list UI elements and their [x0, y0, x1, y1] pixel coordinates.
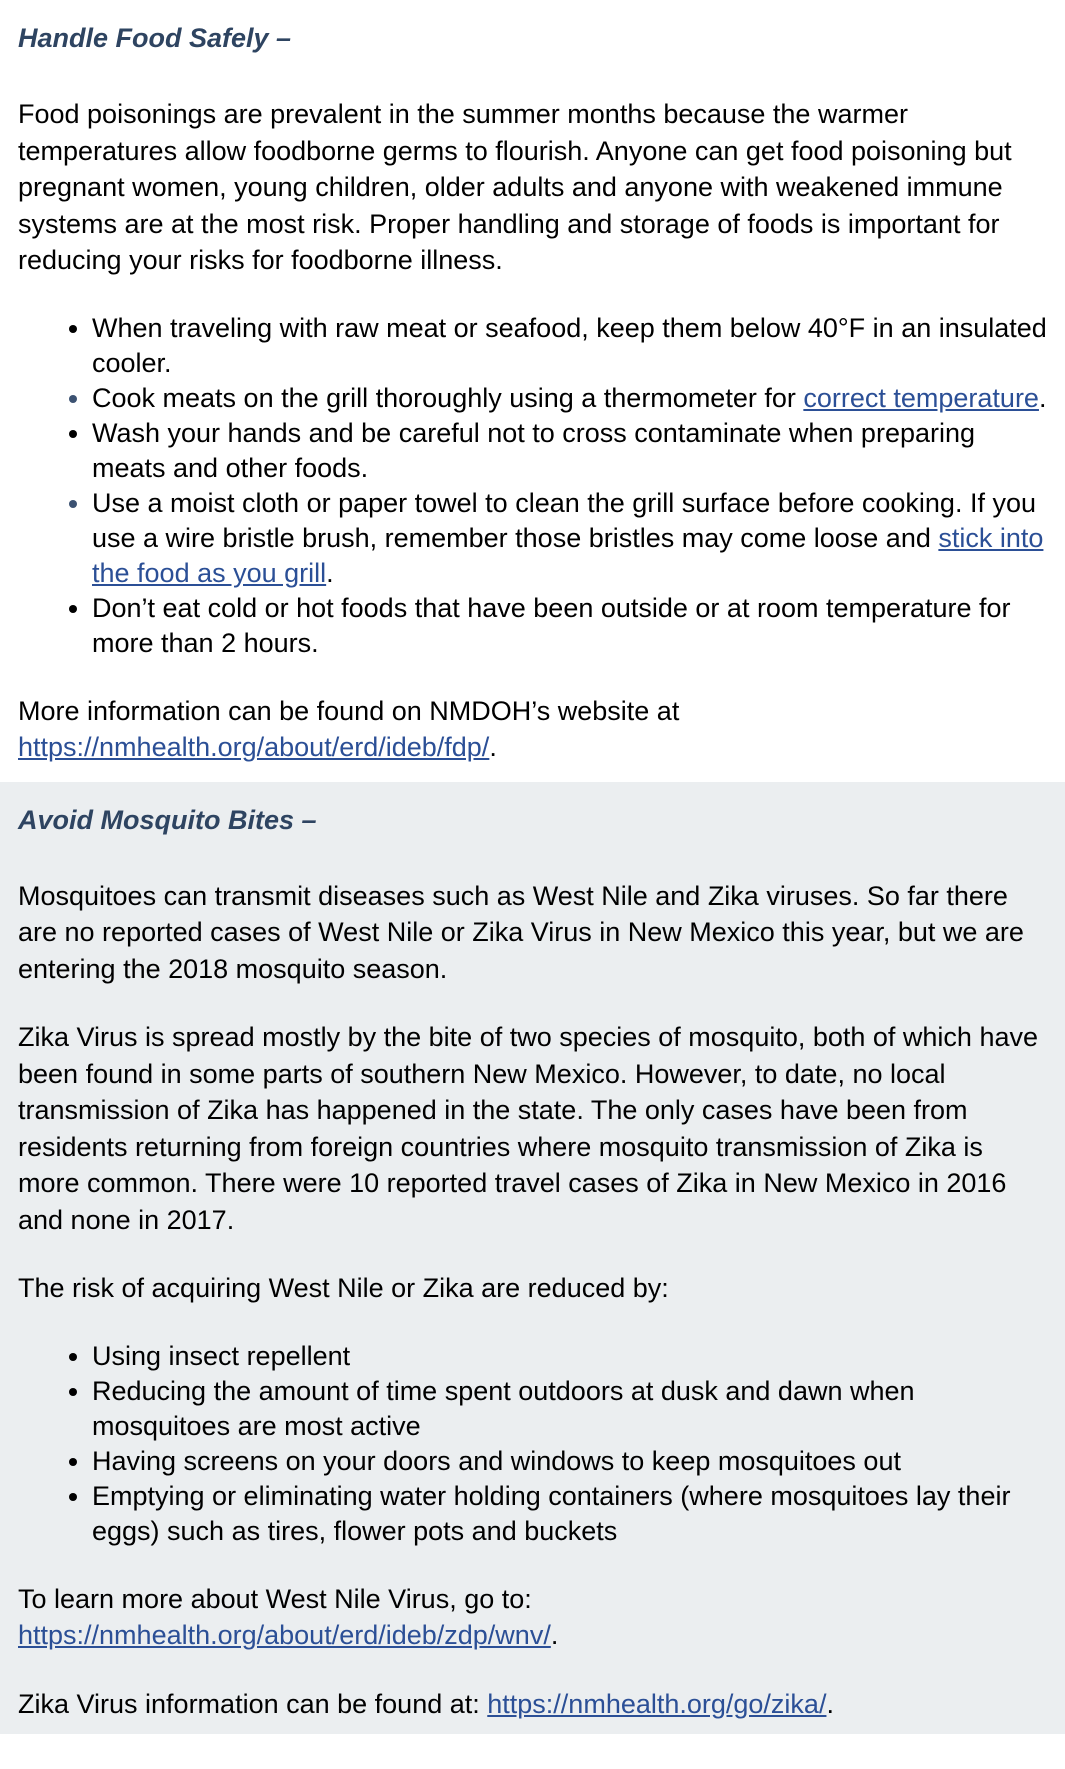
tip-text: Cook meats on the grill thoroughly using a thermometer for — [92, 382, 804, 413]
risk-intro: The risk of acquiring West Nile or Zika are reduced by: — [18, 1273, 669, 1303]
list-item — [92, 381, 1047, 416]
list-item: • Having screens on your doors and windows to keep mosquitoes out — [92, 1444, 1047, 1479]
mosquito-para-2: Zika Virus is spread mostly by the bite of two species of mosquito, both of which have been found in some parts of southern New Mexico. However, to date, no local transmission of Zika has happened in the state. The only cases have been from residents returning from foreign countries where mosquito transmission of Zika is more common. There were 10 reported travel cases of Zika in New Mexico in 2016 and none in 2017. — [18, 1022, 1039, 1235]
mosquito-section — [0, 782, 1065, 1735]
list-item: • Reducing the amount of time spent outdoors at dusk and dawn when mosquitoes are most active — [92, 1374, 1047, 1444]
punctuation: . — [1038, 382, 1047, 413]
list-item — [92, 486, 1047, 591]
food-more-info — [18, 693, 1047, 766]
fdp-link[interactable]: https://nmhealth.org/about/erd/ideb/fdp/ — [18, 732, 490, 762]
risk-list — [18, 1339, 1047, 1549]
wnv-info — [18, 1581, 1047, 1654]
list-item — [92, 416, 1047, 486]
zika-link[interactable]: https://nmhealth.org/go/zika/ — [487, 1688, 827, 1719]
food-safety-intro: Food poisonings are prevalent in the summer months because the warmer temperatures allow foodborne germs to flourish. Anyone can get food poisoning but pregnant women, young children, older adults and anyone with weakened immune systems are at the most risk. Proper handling and storage of foods is important for reducing your risks for foodborne illness. — [18, 99, 1012, 275]
punctuation: . — [326, 557, 334, 588]
correct-temperature-link[interactable]: correct temperature — [803, 382, 1039, 413]
wnv-link[interactable]: https://nmhealth.org/about/erd/ideb/zdp/wnv/ — [18, 1620, 551, 1650]
tip-text: Don’t eat cold or hot foods that have been outside or at room temperature for more than 2 hours. — [92, 592, 1011, 658]
list-item: • Emptying or eliminating water holding containers (where mosquitoes lay their eggs) such as tires, flower pots and buckets — [92, 1479, 1047, 1549]
tip-text: Wash your hands and be careful not to cross contaminate when preparing meats and other foods. — [92, 417, 976, 483]
food-safety-section — [0, 0, 1065, 782]
punctuation: . — [550, 1620, 559, 1650]
grill-bristle-link[interactable]: stick into the food as you grill — [92, 522, 1044, 588]
punctuation: . — [826, 1688, 834, 1719]
food-safety-heading: Handle Food Safely – — [18, 23, 292, 53]
tip-text: Use a moist cloth or paper towel to clean the grill surface before cooking. If you use a wire bristle brush, remember those bristles may come loose and — [92, 487, 1036, 553]
list-item — [92, 311, 1047, 381]
tip-text: When traveling with raw meat or seafood, keep them below 40°F in an insulated cooler. — [92, 312, 1047, 378]
list-item — [92, 591, 1047, 661]
food-safety-tips-list — [18, 311, 1047, 661]
list-item: • Using insect repellent — [92, 1339, 1047, 1374]
more-info-text: More information can be found on NMDOH’s website at — [18, 695, 680, 726]
mosquito-heading: Avoid Mosquito Bites – — [18, 804, 317, 835]
zika-info — [18, 1686, 1047, 1723]
punctuation: . — [489, 732, 497, 762]
zika-text: Zika Virus information can be found at: — [18, 1688, 488, 1719]
wnv-text: To learn more about West Nile Virus, go to: — [18, 1583, 532, 1614]
mosquito-para-1: Mosquitoes can transmit diseases such as West Nile and Zika viruses. So far there are no reported cases of West Nile or Zika Virus in New Mexico this year, but we are entering the 2018 mosquito season. — [18, 880, 1024, 984]
